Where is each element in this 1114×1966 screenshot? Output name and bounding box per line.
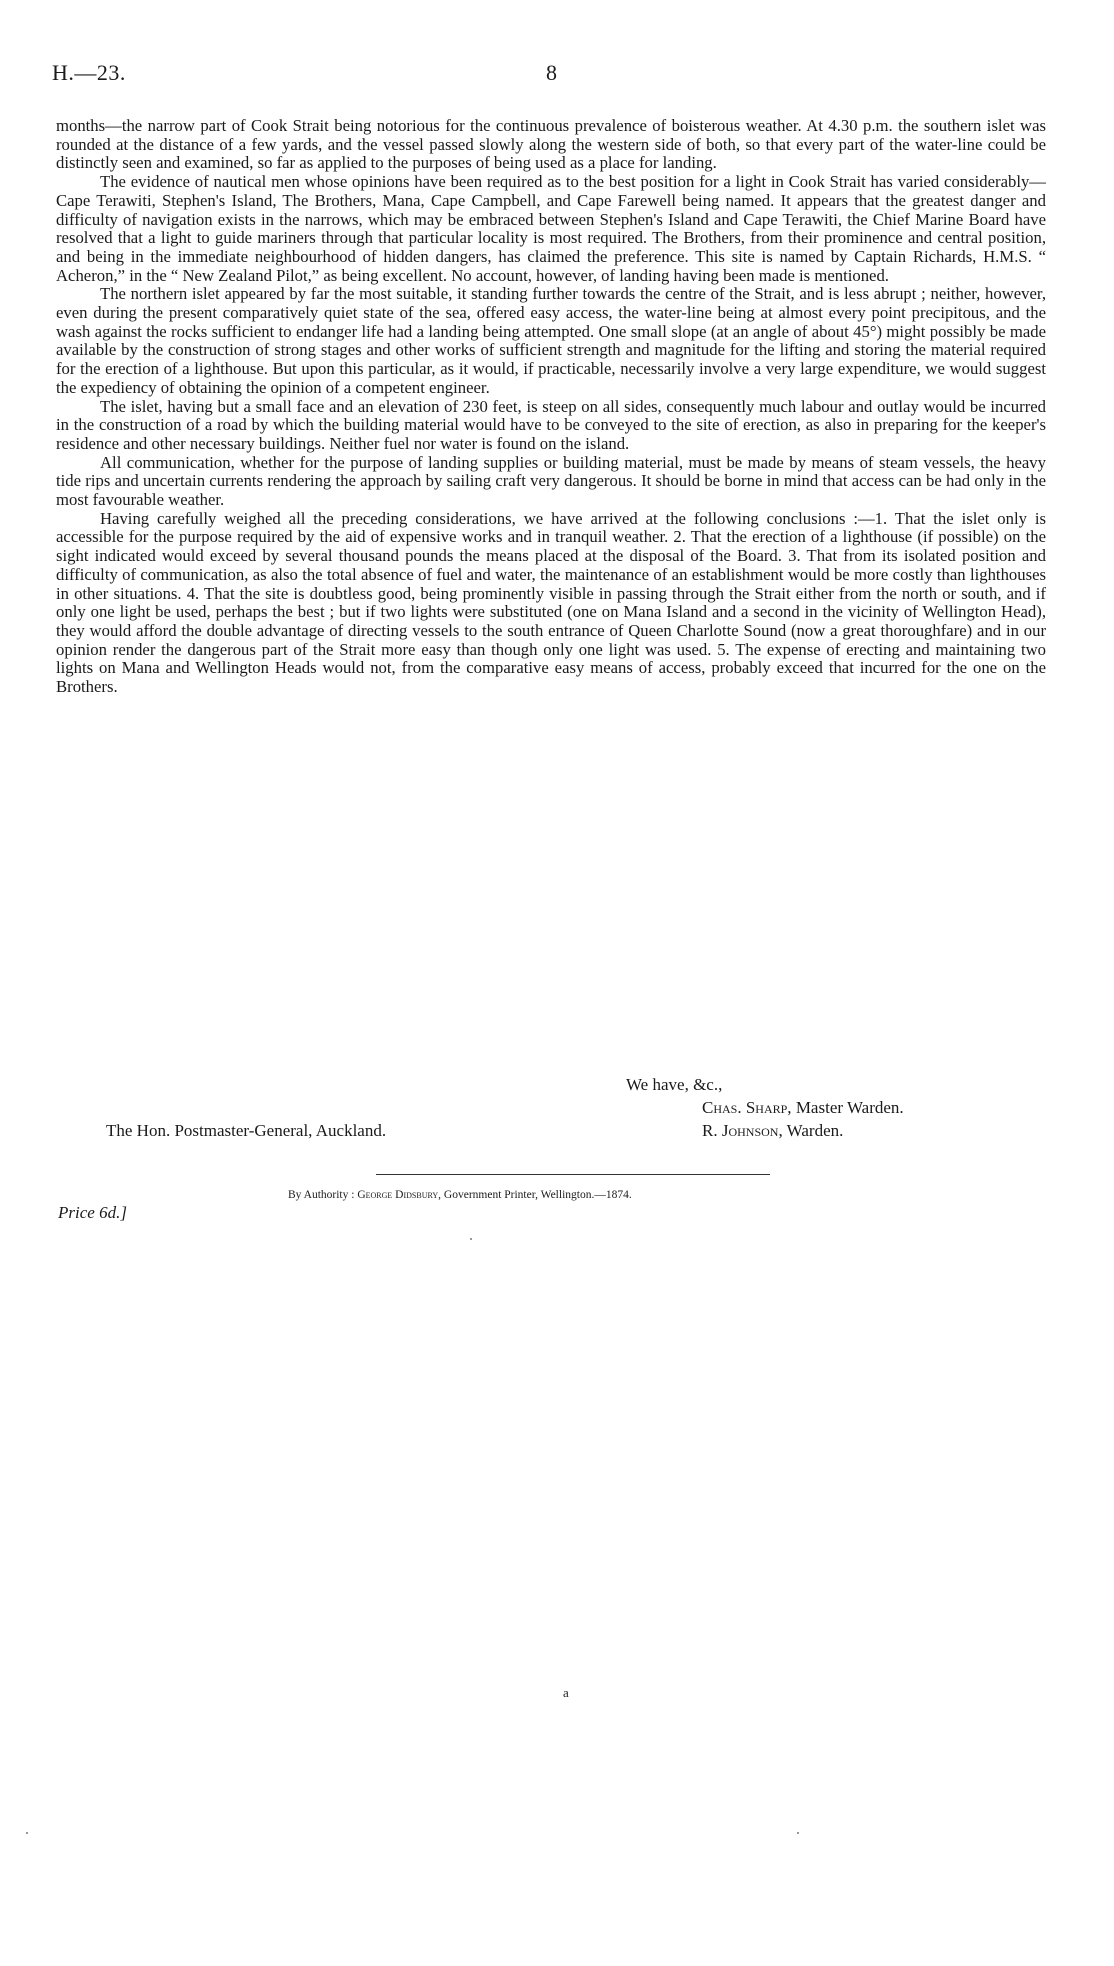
paper-speck — [26, 1832, 28, 1834]
signatory-name: Chas. Sharp, — [702, 1098, 792, 1117]
signatory-name: R. Johnson, — [702, 1121, 783, 1140]
signature-warden — [702, 1121, 843, 1141]
signatory-title: Master Warden. — [795, 1098, 904, 1117]
recipient-line: The Hon. Postmaster-General, Auckland. — [106, 1121, 387, 1140]
page-number: 8 — [546, 60, 557, 85]
document-reference: H.—23. — [52, 60, 126, 85]
printer-name: George Didsbury, — [357, 1189, 442, 1201]
printer-imprint — [288, 1189, 632, 1201]
paragraph-conclusions: Having carefully weighed all the preceding considerations, we have arrived at the following conclusions :—1. That the islet only is accessible for the purpose required by the aid of expensive works and in tranquil weather. 2. That the erection of a lighthouse (if possible) on the sight indicated would exceed by several thousand pounds the means placed at the disposal of the Board. 3. That from its isolated position and difficulty of communication, as also the total absence of fuel and water, the maintenance of an establishment would be more costly than lighthouses in other situations. 4. That the site is doubtless good, being prominently visible in passing through the Strait either from the north or south, and if only one light be used, perhaps the best ; but if two lights were substituted (one on Mana Island and a second in the vicinity of Wellington Head), they would afford the double advantage of directing vessels to the south entrance of Queen Charlotte Sound (now a great thoroughfare) and in our opinion render the dangerous part of the Strait more easy than though only one light was used. 5. The expense of erecting and maintaining two lights on Mana and Wellington Heads would not, from the comparative easy means of access, probably exceed that incurred for the one on the Brothers. — [56, 508, 1046, 697]
price-value: 6d.] — [99, 1203, 127, 1222]
authority-prefix: By Authority : — [288, 1189, 355, 1201]
price-label: Price — [58, 1203, 95, 1222]
authority-suffix: Government Printer, Wellington.—1874. — [443, 1189, 632, 1201]
paragraph-islet-elevation: The islet, having but a small face and an elevation of 230 feet, is steep on all sides, consequently much labour and outlay would be incurred in the construction of a road by which the building material would have to be conveyed to the site of erection, as also in preparing for the keeper's residence and other necessary buildings. Neither fuel nor water is found on the island. — [56, 396, 1046, 453]
closing-salutation: We have, &c., — [626, 1075, 723, 1094]
paragraph-communication: All communication, whether for the purpose of landing supplies or building material, must be made by means of steam vessels, the heavy tide rips and uncertain currents rendering the approach by sailing craft very dangerous. It should be borne in mind that access can be had only in the most favourable weather. — [56, 452, 1046, 510]
signatory-title: Warden. — [786, 1121, 844, 1140]
paper-speck — [797, 1832, 799, 1834]
footer-divider — [376, 1174, 770, 1175]
signature-master-warden — [702, 1098, 904, 1118]
paragraph-northern-islet: The northern islet appeared by far the most suitable, it standing further towards the centre of the Strait, and is less abrupt ; neither, however, even during the present comparatively quiet state of the sea, offered easy access, the water-line being at almost every point precipitous, and the wash against the rocks sufficient to endanger life had a landing being attempted. One small slope (at an angle of about 45°) might possibly be made available by the construction of strong stages and other works of sufficient strength and magnitude for the lifting and storing the material required for the erection of a lighthouse. But upon this particular, as it would, if practicable, necessarily involve a very large expenditure, we would suggest the expediency of obtaining the opinion of a competent engineer. — [56, 284, 1046, 397]
letter-body — [56, 117, 1046, 697]
paragraph-continuation: months—the narrow part of Cook Strait being notorious for the continuous prevalence of boisterous weather. At 4.30 p.m. the southern islet was rounded at the distance of a few yards, and the vessel passed slowly along the western side of both, so that every part of the water-line could be distinctly seen and examined, so far as applied to the purposes of being used as a place for landing. — [56, 116, 1046, 173]
paragraph-evidence: The evidence of nautical men whose opinions have been required as to the best position for a light in Cook Strait has varied considerably—Cape Terawiti, Stephen's Island, The Brothers, Mana, Cape Campbell, and Cape Farewell being named. It appears that the greatest danger and difficulty of navigation exists in the narrows, which may be embraced between Stephen's Island and Cape Terawiti, the Chief Marine Board have resolved that a light to guide mariners through that particular locality is most required. The Brothers, from their prominence and central position, and being in the immediate neighbourhood of hidden dangers, has claimed the preference. This site is named by Captain Richards, H.M.S. “ Acheron,” in the “ New Zealand Pilot,” as being excellent. No account, however, of landing having been made is mentioned. — [56, 172, 1046, 285]
signature-mark: a — [563, 1685, 569, 1700]
price-note — [58, 1203, 127, 1223]
paper-speck — [470, 1238, 472, 1240]
